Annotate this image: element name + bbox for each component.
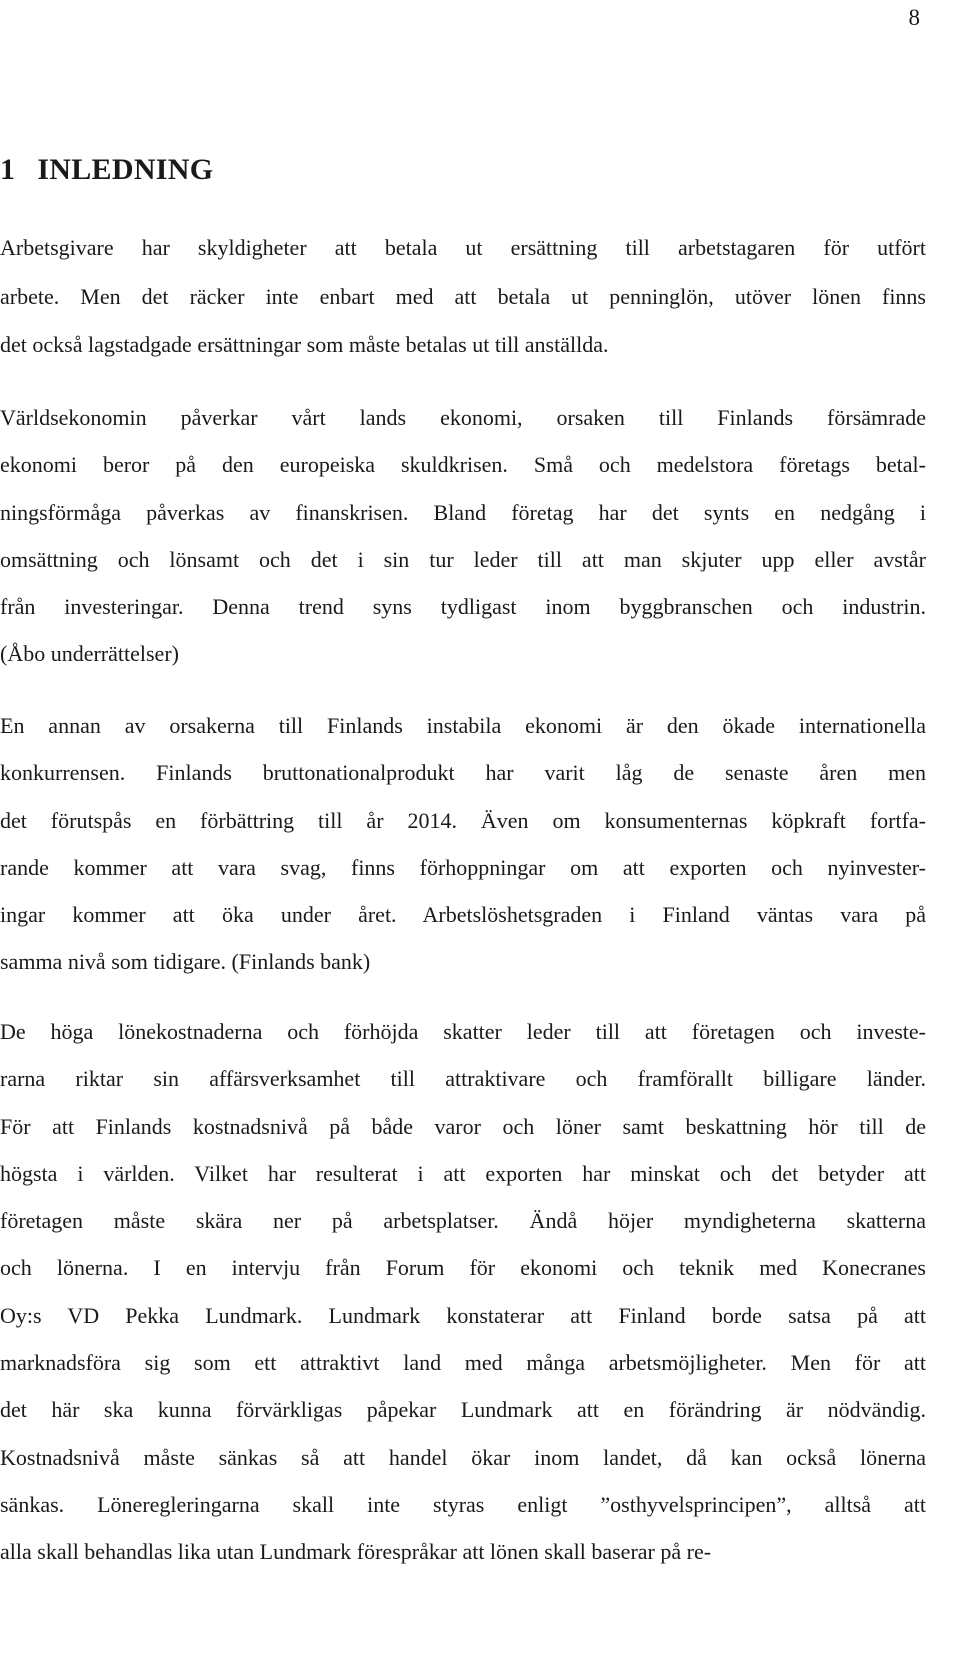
text-line: En annan av orsakerna till Finlands instabila ekonomi är den ökade internationella xyxy=(0,713,926,738)
text-line: ningsförmåga påverkas av finanskrisen. Bland företag har det synts en nedgång i xyxy=(0,499,926,525)
section-number: 1 xyxy=(0,153,16,186)
paragraph-3 xyxy=(0,702,926,986)
text-line: och lönerna. I en intervju från Forum för ekonomi och teknik med Konecranes xyxy=(0,1255,926,1281)
paragraph-2 xyxy=(0,394,926,678)
paragraph-text xyxy=(0,1008,926,1576)
paragraph-text xyxy=(0,224,926,370)
section-heading xyxy=(0,150,213,190)
text-line: Arbetsgivare har skyldigheter att betala ut ersättning till arbetstagaren för utfört xyxy=(0,235,926,260)
text-line: marknadsföra sig som ett attraktivt land med många arbetsmöjligheter. Men för att xyxy=(0,1350,926,1376)
text-line: rarna riktar sin affärsverksamhet till attraktivare och framförallt billigare länder. xyxy=(0,1066,926,1092)
page-number: 8 xyxy=(908,5,920,30)
paragraph-text xyxy=(0,702,926,986)
text-line: Världsekonomin påverkar vårt lands ekonomi, orsaken till Finlands försämrade xyxy=(0,405,926,430)
text-line: det här ska kunna förvärkligas påpekar Lundmark att en förändring är nödvändig. xyxy=(0,1397,926,1423)
section-title: INLEDNING xyxy=(37,153,214,186)
text-line: det också lagstadgade ersättningar som måste betalas ut till anställda. xyxy=(0,332,609,357)
text-line: konkurrensen. Finlands bruttonationalprodukt har varit låg de senaste åren men xyxy=(0,760,926,786)
text-line: från investeringar. Denna trend syns tydligast inom byggbranschen och industrin. xyxy=(0,594,926,620)
paragraph-text xyxy=(0,394,926,678)
text-line: Oy:s VD Pekka Lundmark. Lundmark konstaterar att Finland borde satsa på att xyxy=(0,1302,926,1328)
text-line: ingar kommer att öka under året. Arbetslöshetsgraden i Finland väntas vara på xyxy=(0,902,926,928)
text-line: ekonomi beror på den europeiska skuldkrisen. Små och medelstora företags betal- xyxy=(0,452,926,478)
text-line: (Åbo underrättelser) xyxy=(0,641,179,667)
text-line: samma nivå som tidigare. (Finlands bank) xyxy=(0,949,371,975)
text-line: För att Finlands kostnadsnivå på både varor och löner samt beskattning hör till de xyxy=(0,1113,926,1139)
text-line: rande kommer att vara svag, finns förhoppningar om att exporten och nyinvester- xyxy=(0,854,926,880)
paragraph-1 xyxy=(0,224,926,370)
text-line: Kostnadsnivå måste sänkas så att handel ökar inom landet, då kan också lönerna xyxy=(0,1444,926,1470)
text-line: sänkas. Löneregleringarna skall inte styras enligt ”osthyvelsprincipen”, alltså att xyxy=(0,1491,926,1517)
text-line: företagen måste skära ner på arbetsplatser. Ändå höjer myndigheterna skatterna xyxy=(0,1208,926,1234)
text-line: De höga lönekostnaderna och förhöjda skatter leder till att företagen och investe- xyxy=(0,1019,926,1044)
text-line: högsta i världen. Vilket har resulterat i att exporten har minskat och det betyder att xyxy=(0,1160,926,1186)
text-line: alla skall behandlas lika utan Lundmark förespråkar att lönen skall baserar på re- xyxy=(0,1539,712,1565)
text-line: det förutspås en förbättring till år 2014. Även om konsumenternas köpkraft fortfa- xyxy=(0,807,926,833)
text-line: omsättning och lönsamt och det i sin tur leder till att man skjuter upp eller avstår xyxy=(0,546,926,572)
text-line: arbete. Men det räcker inte enbart med att betala ut penninglön, utöver lönen finns xyxy=(0,283,926,309)
paragraph-4 xyxy=(0,1008,926,1576)
